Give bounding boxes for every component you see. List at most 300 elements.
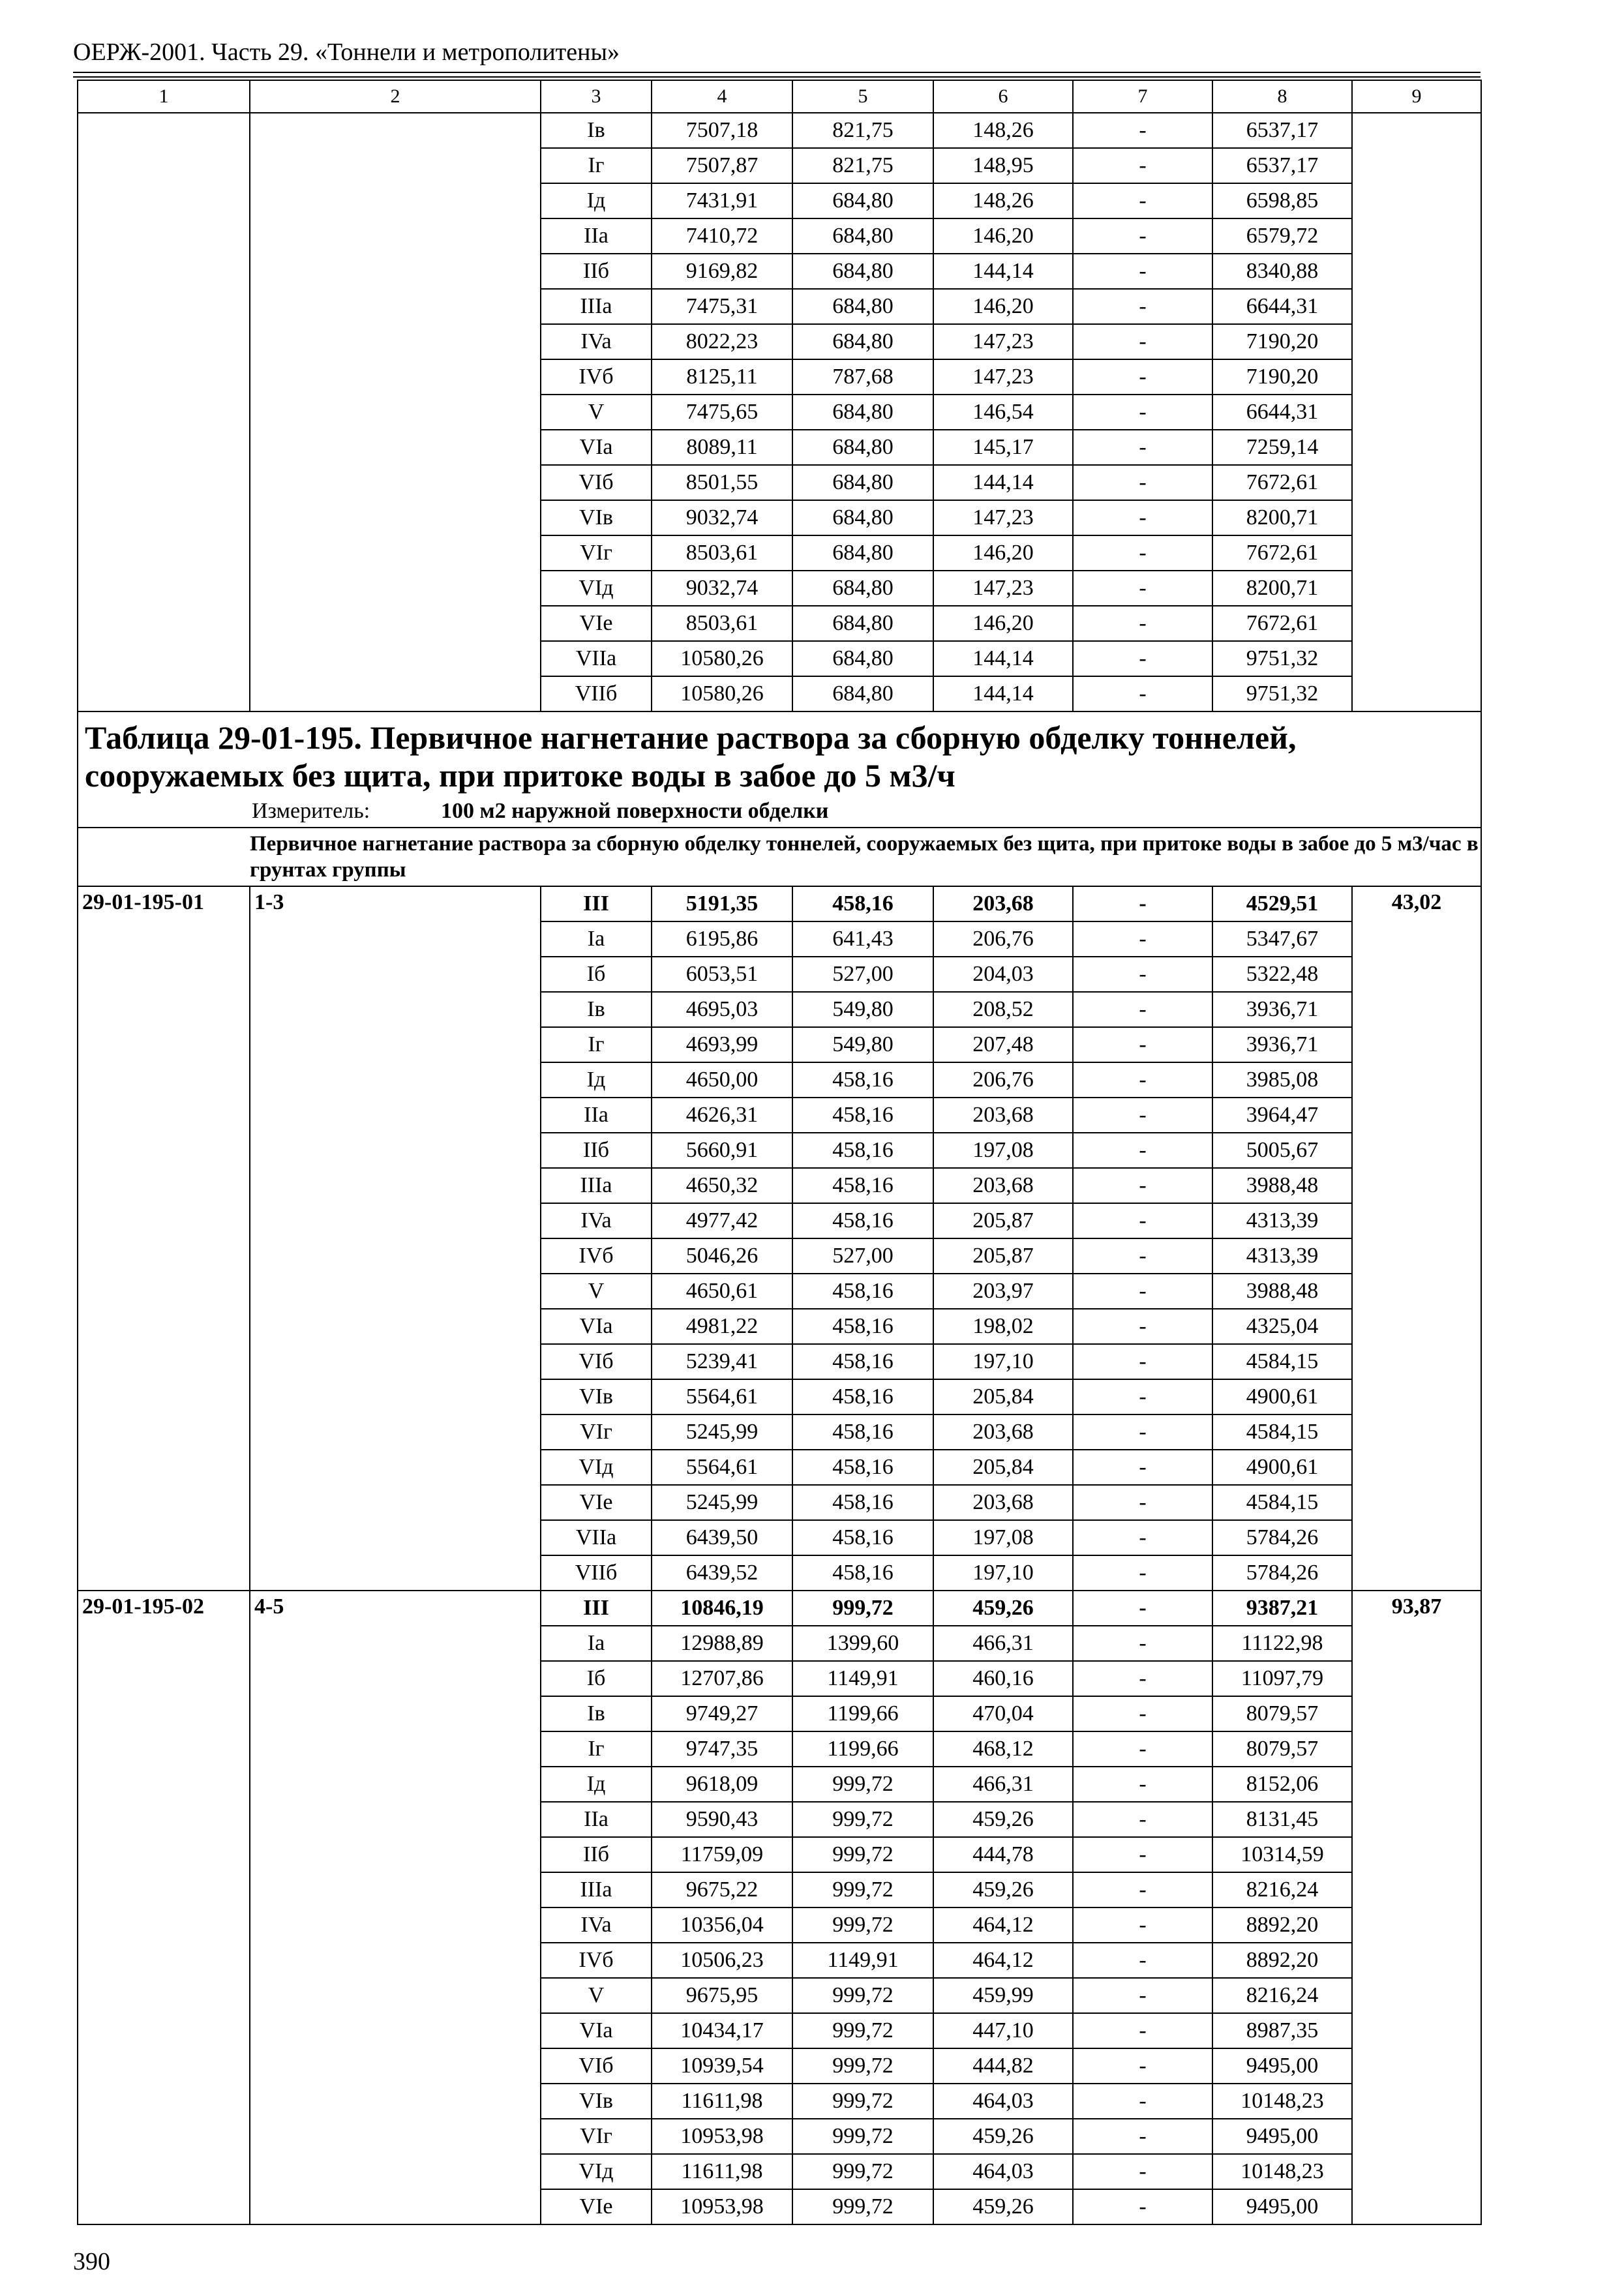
coefficient-cell: VIIб: [541, 1555, 652, 1591]
col-num-7: 7: [1073, 80, 1212, 113]
total-cost-cell: 8503,61: [652, 606, 792, 641]
wages-cell: 1199,66: [792, 1696, 933, 1731]
coefficient-cell: VIд: [541, 1450, 652, 1485]
wages-cell: 549,80: [792, 992, 933, 1027]
materials-cell: 8216,24: [1212, 1872, 1352, 1908]
coefficient-cell: VIд: [541, 2154, 652, 2189]
machinery-cell: 148,26: [933, 183, 1073, 218]
materials-cell: 8079,57: [1212, 1731, 1352, 1767]
driver-wages-cell: -: [1073, 606, 1212, 641]
coefficient-cell: VIд: [541, 571, 652, 606]
total-cost-cell: 10356,04: [652, 1908, 792, 1943]
wages-cell: 999,72: [792, 1591, 933, 1626]
coefficient-cell: VIIб: [541, 676, 652, 711]
total-cost-cell: 8125,11: [652, 359, 792, 395]
materials-cell: 7190,20: [1212, 324, 1352, 359]
total-cost-cell: 9590,43: [652, 1802, 792, 1837]
materials-cell: 8340,88: [1212, 254, 1352, 289]
materials-cell: 9495,00: [1212, 2048, 1352, 2084]
driver-wages-cell: -: [1073, 2048, 1212, 2084]
machinery-cell: 205,87: [933, 1203, 1073, 1238]
driver-wages-cell: -: [1073, 1203, 1212, 1238]
coefficient-cell: VIг: [541, 1414, 652, 1450]
materials-cell: 10148,23: [1212, 2084, 1352, 2119]
total-cost-cell: 7410,72: [652, 218, 792, 254]
machinery-cell: 145,17: [933, 430, 1073, 465]
driver-wages-cell: -: [1073, 1098, 1212, 1133]
coefficient-cell: Iд: [541, 183, 652, 218]
wages-cell: 458,16: [792, 1098, 933, 1133]
machinery-cell: 144,14: [933, 676, 1073, 711]
machinery-cell: 147,23: [933, 359, 1073, 395]
coefficient-cell: IVa: [541, 1203, 652, 1238]
coefficient-cell: V: [541, 395, 652, 430]
driver-wages-cell: -: [1073, 148, 1212, 183]
coefficient-cell: Iг: [541, 148, 652, 183]
total-cost-cell: 10434,17: [652, 2013, 792, 2048]
driver-wages-cell: -: [1073, 395, 1212, 430]
coefficient-cell: VIIa: [541, 641, 652, 676]
unit-line: [85, 798, 1474, 824]
total-cost-cell: 9749,27: [652, 1696, 792, 1731]
machinery-cell: 203,68: [933, 1414, 1073, 1450]
wages-cell: 684,80: [792, 324, 933, 359]
machinery-cell: 146,20: [933, 218, 1073, 254]
col-num-5: 5: [792, 80, 933, 113]
total-cost-cell: 10580,26: [652, 641, 792, 676]
machinery-cell: 198,02: [933, 1309, 1073, 1344]
machinery-cell: 147,23: [933, 500, 1073, 535]
total-cost-cell: 5239,41: [652, 1344, 792, 1379]
empty-labor-cell: [1352, 113, 1481, 711]
materials-cell: 9751,32: [1212, 676, 1352, 711]
total-cost-cell: 5660,91: [652, 1133, 792, 1168]
coefficient-cell: IIa: [541, 218, 652, 254]
total-cost-cell: 10846,19: [652, 1591, 792, 1626]
driver-wages-cell: -: [1073, 676, 1212, 711]
header-rule-double: [73, 76, 1481, 78]
wages-cell: 684,80: [792, 571, 933, 606]
machinery-cell: 205,84: [933, 1379, 1073, 1414]
coefficient-cell: IVб: [541, 359, 652, 395]
unit-label: Измеритель:: [252, 799, 370, 823]
machinery-cell: 468,12: [933, 1731, 1073, 1767]
wages-cell: 821,75: [792, 148, 933, 183]
driver-wages-cell: -: [1073, 1943, 1212, 1978]
total-cost-cell: 8089,11: [652, 430, 792, 465]
materials-cell: 3964,47: [1212, 1098, 1352, 1133]
materials-cell: 4313,39: [1212, 1203, 1352, 1238]
coefficient-cell: VIг: [541, 535, 652, 571]
total-cost-cell: 8503,61: [652, 535, 792, 571]
machinery-cell: 207,48: [933, 1027, 1073, 1062]
page-number: 390: [73, 2248, 110, 2275]
table-title-row: [78, 711, 1481, 828]
coefficient-cell: III: [541, 886, 652, 921]
driver-wages-cell: -: [1073, 535, 1212, 571]
total-cost-cell: 9675,22: [652, 1872, 792, 1908]
wages-cell: 999,72: [792, 1767, 933, 1802]
materials-cell: 5347,67: [1212, 921, 1352, 957]
total-cost-cell: 10939,54: [652, 2048, 792, 2084]
coefficient-cell: Iб: [541, 957, 652, 992]
wages-cell: 1399,60: [792, 1626, 933, 1661]
wages-cell: 458,16: [792, 1485, 933, 1520]
total-cost-cell: 4981,22: [652, 1309, 792, 1344]
materials-cell: 6579,72: [1212, 218, 1352, 254]
total-cost-cell: 4650,00: [652, 1062, 792, 1098]
machinery-cell: 203,68: [933, 1168, 1073, 1203]
col-num-8: 8: [1212, 80, 1352, 113]
machinery-cell: 197,08: [933, 1133, 1073, 1168]
coefficient-cell: Iг: [541, 1731, 652, 1767]
wages-cell: 999,72: [792, 2154, 933, 2189]
wages-cell: 458,16: [792, 1062, 933, 1098]
machinery-cell: 466,31: [933, 1767, 1073, 1802]
coefficient-cell: VIa: [541, 1309, 652, 1344]
driver-wages-cell: -: [1073, 218, 1212, 254]
driver-wages-cell: -: [1073, 1696, 1212, 1731]
materials-cell: 3988,48: [1212, 1274, 1352, 1309]
materials-cell: 8131,45: [1212, 1802, 1352, 1837]
driver-wages-cell: -: [1073, 641, 1212, 676]
wages-cell: 458,16: [792, 1555, 933, 1591]
total-cost-cell: 9032,74: [652, 571, 792, 606]
coefficient-cell: VIг: [541, 2119, 652, 2154]
rate-code: 29-01-195-01: [78, 886, 250, 1591]
total-cost-cell: 11759,09: [652, 1837, 792, 1872]
driver-wages-cell: -: [1073, 1379, 1212, 1414]
table-row: [78, 1591, 1481, 1626]
coefficient-cell: IIб: [541, 1133, 652, 1168]
machinery-cell: 144,14: [933, 465, 1073, 500]
materials-cell: 3985,08: [1212, 1062, 1352, 1098]
coefficient-cell: V: [541, 1274, 652, 1309]
driver-wages-cell: -: [1073, 359, 1212, 395]
materials-cell: 9495,00: [1212, 2119, 1352, 2154]
coefficient-cell: IIa: [541, 1098, 652, 1133]
coefficient-cell: IIIa: [541, 1872, 652, 1908]
driver-wages-cell: -: [1073, 992, 1212, 1027]
total-cost-cell: 5564,61: [652, 1450, 792, 1485]
driver-wages-cell: -: [1073, 957, 1212, 992]
machinery-cell: 206,76: [933, 921, 1073, 957]
materials-cell: 7259,14: [1212, 430, 1352, 465]
wages-cell: 1149,91: [792, 1661, 933, 1696]
driver-wages-cell: -: [1073, 921, 1212, 957]
machinery-cell: 205,87: [933, 1238, 1073, 1274]
machinery-cell: 464,03: [933, 2084, 1073, 2119]
materials-cell: 9751,32: [1212, 641, 1352, 676]
materials-cell: 5784,26: [1212, 1520, 1352, 1555]
wages-cell: 999,72: [792, 1978, 933, 2013]
coefficient-cell: IIIa: [541, 289, 652, 324]
driver-wages-cell: -: [1073, 324, 1212, 359]
coefficient-cell: III: [541, 1591, 652, 1626]
machinery-cell: 146,20: [933, 606, 1073, 641]
total-cost-cell: 4693,99: [652, 1027, 792, 1062]
materials-cell: 7672,61: [1212, 535, 1352, 571]
materials-cell: 8152,06: [1212, 1767, 1352, 1802]
empty-code-cell: [78, 113, 250, 711]
wages-cell: 787,68: [792, 359, 933, 395]
machinery-cell: 459,26: [933, 1872, 1073, 1908]
wages-cell: 684,80: [792, 218, 933, 254]
driver-wages-cell: -: [1073, 183, 1212, 218]
driver-wages-cell: -: [1073, 1767, 1212, 1802]
wages-cell: 458,16: [792, 1379, 933, 1414]
machinery-cell: 459,26: [933, 1802, 1073, 1837]
materials-cell: 11097,79: [1212, 1661, 1352, 1696]
wages-cell: 527,00: [792, 1238, 933, 1274]
coefficient-cell: Iв: [541, 113, 652, 148]
total-cost-cell: 6195,86: [652, 921, 792, 957]
materials-cell: 7190,20: [1212, 359, 1352, 395]
machinery-cell: 144,14: [933, 254, 1073, 289]
total-cost-cell: 5245,99: [652, 1414, 792, 1450]
materials-cell: 6537,17: [1212, 148, 1352, 183]
materials-cell: 5005,67: [1212, 1133, 1352, 1168]
total-cost-cell: 7475,65: [652, 395, 792, 430]
total-cost-cell: 5245,99: [652, 1485, 792, 1520]
total-cost-cell: 7475,31: [652, 289, 792, 324]
coefficient-cell: VIб: [541, 1344, 652, 1379]
driver-wages-cell: -: [1073, 1908, 1212, 1943]
driver-wages-cell: -: [1073, 571, 1212, 606]
driver-wages-cell: -: [1073, 289, 1212, 324]
driver-wages-cell: -: [1073, 254, 1212, 289]
machinery-cell: 459,99: [933, 1978, 1073, 2013]
total-cost-cell: 7507,18: [652, 113, 792, 148]
materials-cell: 6644,31: [1212, 289, 1352, 324]
total-cost-cell: 5046,26: [652, 1238, 792, 1274]
coefficient-cell: IIб: [541, 254, 652, 289]
materials-cell: 5784,26: [1212, 1555, 1352, 1591]
driver-wages-cell: -: [1073, 1520, 1212, 1555]
driver-wages-cell: -: [1073, 113, 1212, 148]
wages-cell: 999,72: [792, 2084, 933, 2119]
empty-group-cell: [250, 113, 541, 711]
driver-wages-cell: -: [1073, 1661, 1212, 1696]
description-spacer: [78, 828, 250, 886]
total-cost-cell: 11611,98: [652, 2084, 792, 2119]
coefficient-cell: Iб: [541, 1661, 652, 1696]
total-cost-cell: 4626,31: [652, 1098, 792, 1133]
materials-cell: 10148,23: [1212, 2154, 1352, 2189]
labor-cost: 93,87: [1352, 1591, 1481, 2224]
driver-wages-cell: -: [1073, 1555, 1212, 1591]
driver-wages-cell: -: [1073, 2154, 1212, 2189]
machinery-cell: 147,23: [933, 324, 1073, 359]
machinery-cell: 205,84: [933, 1450, 1073, 1485]
driver-wages-cell: -: [1073, 1626, 1212, 1661]
driver-wages-cell: -: [1073, 1978, 1212, 2013]
machinery-cell: 460,16: [933, 1661, 1073, 1696]
driver-wages-cell: -: [1073, 1344, 1212, 1379]
materials-cell: 8200,71: [1212, 571, 1352, 606]
wages-cell: 527,00: [792, 957, 933, 992]
wages-cell: 458,16: [792, 1450, 933, 1485]
coefficient-cell: IVa: [541, 324, 652, 359]
materials-cell: 4529,51: [1212, 886, 1352, 921]
wages-cell: 684,80: [792, 606, 933, 641]
machinery-cell: 197,08: [933, 1520, 1073, 1555]
coefficient-cell: IVб: [541, 1943, 652, 1978]
driver-wages-cell: -: [1073, 1450, 1212, 1485]
total-cost-cell: 5191,35: [652, 886, 792, 921]
coefficient-cell: IVб: [541, 1238, 652, 1274]
coefficient-cell: VIe: [541, 606, 652, 641]
wages-cell: 999,72: [792, 2013, 933, 2048]
coefficient-cell: IIa: [541, 1802, 652, 1837]
driver-wages-cell: -: [1073, 465, 1212, 500]
rates-table-body: [78, 80, 1481, 2224]
materials-cell: 9495,00: [1212, 2189, 1352, 2224]
machinery-cell: 208,52: [933, 992, 1073, 1027]
unit-value: 100 м2 наружной поверхности обделки: [441, 799, 829, 823]
coefficient-cell: IIб: [541, 1837, 652, 1872]
machinery-cell: 470,04: [933, 1696, 1073, 1731]
driver-wages-cell: -: [1073, 1062, 1212, 1098]
wages-cell: 458,16: [792, 886, 933, 921]
materials-cell: 4900,61: [1212, 1450, 1352, 1485]
driver-wages-cell: -: [1073, 1274, 1212, 1309]
total-cost-cell: 12988,89: [652, 1626, 792, 1661]
wages-cell: 684,80: [792, 465, 933, 500]
materials-cell: 4584,15: [1212, 1485, 1352, 1520]
driver-wages-cell: -: [1073, 1485, 1212, 1520]
wages-cell: 684,80: [792, 430, 933, 465]
coefficient-cell: Iг: [541, 1027, 652, 1062]
machinery-cell: 148,95: [933, 148, 1073, 183]
machinery-cell: 144,14: [933, 641, 1073, 676]
total-cost-cell: 9618,09: [652, 1767, 792, 1802]
table-row: [78, 886, 1481, 921]
driver-wages-cell: -: [1073, 2084, 1212, 2119]
driver-wages-cell: -: [1073, 1591, 1212, 1626]
wages-cell: 641,43: [792, 921, 933, 957]
rates-table: [77, 80, 1482, 2225]
machinery-cell: 203,68: [933, 1485, 1073, 1520]
driver-wages-cell: -: [1073, 430, 1212, 465]
machinery-cell: 197,10: [933, 1555, 1073, 1591]
page-header: ОЕРЖ-2001. Часть 29. «Тоннели и метрополитены»: [73, 38, 620, 66]
total-cost-cell: 4695,03: [652, 992, 792, 1027]
machinery-cell: 203,68: [933, 1098, 1073, 1133]
driver-wages-cell: -: [1073, 1027, 1212, 1062]
driver-wages-cell: -: [1073, 1238, 1212, 1274]
col-num-2: 2: [250, 80, 541, 113]
wages-cell: 821,75: [792, 113, 933, 148]
total-cost-cell: 9747,35: [652, 1731, 792, 1767]
machinery-cell: 459,26: [933, 2189, 1073, 2224]
materials-cell: 5322,48: [1212, 957, 1352, 992]
wages-cell: 684,80: [792, 500, 933, 535]
wages-cell: 458,16: [792, 1168, 933, 1203]
wages-cell: 999,72: [792, 2048, 933, 2084]
labor-cost: 43,02: [1352, 886, 1481, 1591]
driver-wages-cell: -: [1073, 2119, 1212, 2154]
total-cost-cell: 12707,86: [652, 1661, 792, 1696]
wages-cell: 999,72: [792, 1802, 933, 1837]
wages-cell: 458,16: [792, 1520, 933, 1555]
total-cost-cell: 10506,23: [652, 1943, 792, 1978]
coefficient-cell: VIв: [541, 500, 652, 535]
machinery-cell: 464,03: [933, 2154, 1073, 2189]
machinery-cell: 197,10: [933, 1344, 1073, 1379]
coefficient-cell: Iд: [541, 1767, 652, 1802]
materials-cell: 7672,61: [1212, 465, 1352, 500]
table-description: Первичное нагнетание раствора за сборную обделку тоннелей, сооружаемых без щита, при притоке воды в забое до 5 м3/час в грунтах группы: [250, 828, 1481, 886]
machinery-cell: 146,20: [933, 535, 1073, 571]
materials-cell: 6598,85: [1212, 183, 1352, 218]
materials-cell: 7672,61: [1212, 606, 1352, 641]
wages-cell: 684,80: [792, 641, 933, 676]
soil-group: 1-3: [250, 886, 541, 1591]
materials-cell: 8200,71: [1212, 500, 1352, 535]
coefficient-cell: V: [541, 1978, 652, 2013]
column-number-row: [78, 80, 1481, 113]
machinery-cell: 203,97: [933, 1274, 1073, 1309]
total-cost-cell: 5564,61: [652, 1379, 792, 1414]
wages-cell: 684,80: [792, 535, 933, 571]
machinery-cell: 464,12: [933, 1908, 1073, 1943]
machinery-cell: 459,26: [933, 2119, 1073, 2154]
machinery-cell: 203,68: [933, 886, 1073, 921]
wages-cell: 458,16: [792, 1309, 933, 1344]
total-cost-cell: 7431,91: [652, 183, 792, 218]
driver-wages-cell: -: [1073, 886, 1212, 921]
driver-wages-cell: -: [1073, 1872, 1212, 1908]
wages-cell: 999,72: [792, 2119, 933, 2154]
machinery-cell: 147,23: [933, 571, 1073, 606]
total-cost-cell: 9169,82: [652, 254, 792, 289]
materials-cell: 8892,20: [1212, 1908, 1352, 1943]
materials-cell: 4313,39: [1212, 1238, 1352, 1274]
table-title: Таблица 29-01-195. Первичное нагнетание раствора за сборную обделку тоннелей, сооружаемых без щита, при притоке воды в забое до 5 м3/ч: [85, 719, 1297, 794]
wages-cell: 1199,66: [792, 1731, 933, 1767]
wages-cell: 684,80: [792, 254, 933, 289]
col-num-4: 4: [652, 80, 792, 113]
total-cost-cell: 4977,42: [652, 1203, 792, 1238]
materials-cell: 3936,71: [1212, 1027, 1352, 1062]
machinery-cell: 444,82: [933, 2048, 1073, 2084]
soil-group: 4-5: [250, 1591, 541, 2224]
machinery-cell: 464,12: [933, 1943, 1073, 1978]
total-cost-cell: 6439,50: [652, 1520, 792, 1555]
materials-cell: 8079,57: [1212, 1696, 1352, 1731]
rate-code: 29-01-195-02: [78, 1591, 250, 2224]
coefficient-cell: VIIa: [541, 1520, 652, 1555]
wages-cell: 999,72: [792, 2189, 933, 2224]
materials-cell: 8216,24: [1212, 1978, 1352, 2013]
total-cost-cell: 8022,23: [652, 324, 792, 359]
total-cost-cell: 11611,98: [652, 2154, 792, 2189]
materials-cell: 11122,98: [1212, 1626, 1352, 1661]
materials-cell: 4584,15: [1212, 1414, 1352, 1450]
coefficient-cell: VIв: [541, 2084, 652, 2119]
machinery-cell: 459,26: [933, 1591, 1073, 1626]
materials-cell: 8987,35: [1212, 2013, 1352, 2048]
materials-cell: 9387,21: [1212, 1591, 1352, 1626]
coefficient-cell: Ia: [541, 921, 652, 957]
materials-cell: 3936,71: [1212, 992, 1352, 1027]
wages-cell: 458,16: [792, 1414, 933, 1450]
wages-cell: 684,80: [792, 676, 933, 711]
materials-cell: 10314,59: [1212, 1837, 1352, 1872]
machinery-cell: 447,10: [933, 2013, 1073, 2048]
driver-wages-cell: -: [1073, 1133, 1212, 1168]
